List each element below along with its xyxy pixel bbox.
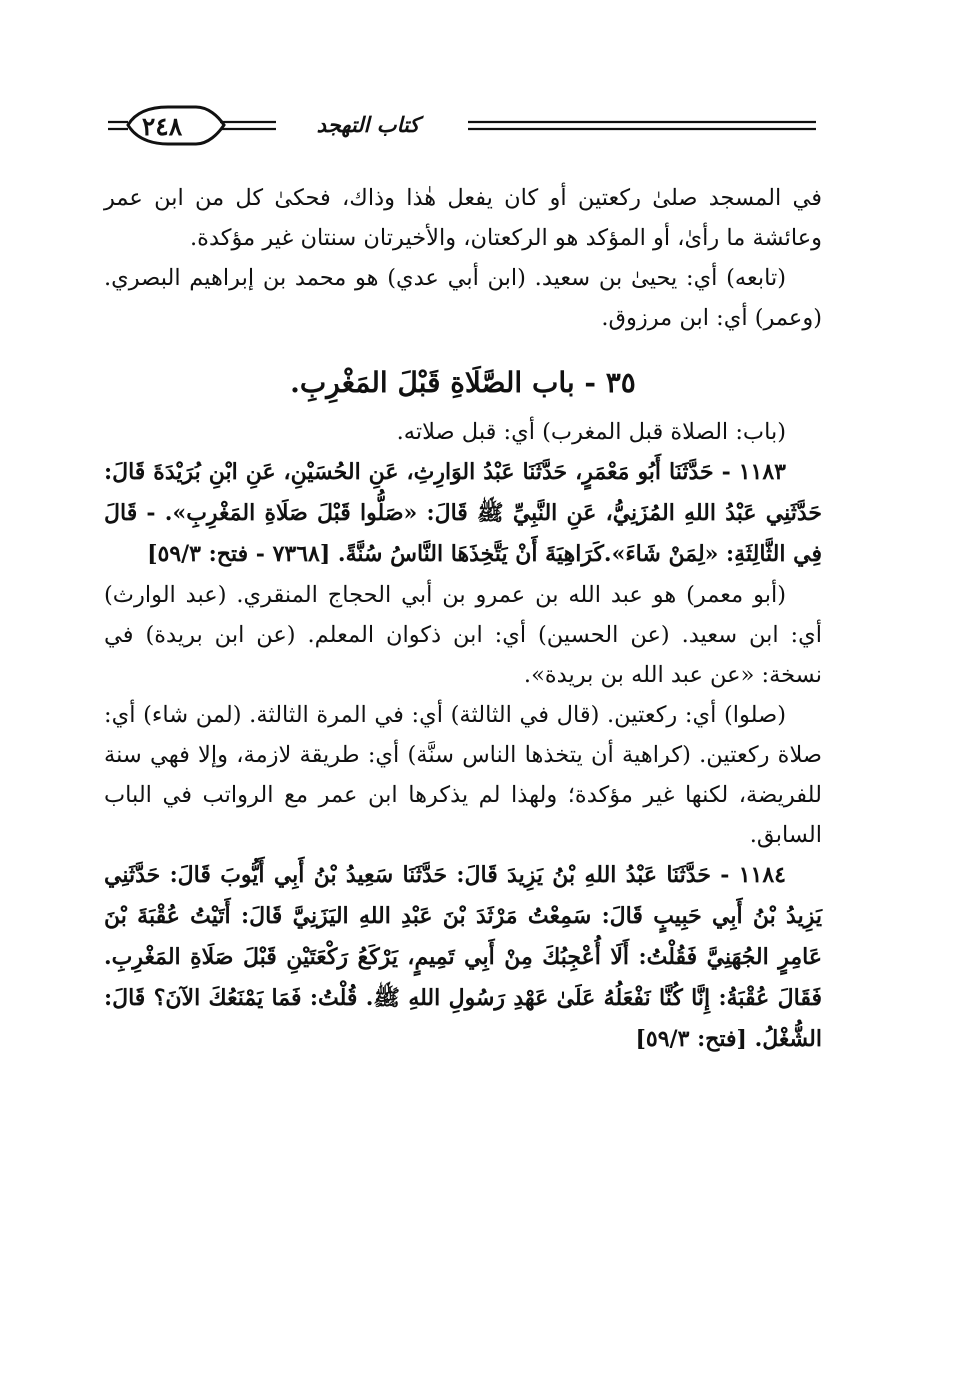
page-header [108, 104, 820, 148]
paragraph: (صلوا) أي: ركعتين. (قال في الثالثة) أي: في المرة الثالثة. (لمن شاء) أي: صلاة ركعتين. (كراهية أن يتخذها الناس سنَّة) أي: طريقة لازمة، وإلا فهي سنة للفريضة، لكنها غير مؤكدة؛ ولهذا لم يذكرها ابن عمر مع الرواتب في الباب السابق. [104, 702, 822, 848]
paragraph: (أبو معمر) هو عبد الله بن عمرو بن أبي الحجاج المنقري. (عبد الوارث) أي: ابن سعيد. (عن الحسين) أي: ابن ذكوان المعلم. (عن ابن بريدة) في نسخة: «عن عبد الله بن بريدة». [104, 582, 822, 688]
running-title: كتاب التهجد [316, 111, 420, 137]
header-ornament [108, 104, 820, 148]
page-number: ٢٤٨ [141, 111, 183, 141]
chapter-heading: ٣٥ - باب الصَّلَاةِ قَبْلَ المَغْرِبِ. [290, 366, 636, 399]
paragraph: في المسجد صلىٰ ركعتين أو كان يفعل هٰذا وذاك، فحكىٰ كل من ابن عمر وعائشة ما رأىٰ، أو المؤكد هو الركعتان، والأخيرتان سنتان غير مؤكدة. [104, 185, 822, 251]
page-body [104, 178, 822, 1060]
paragraph: (باب: الصلاة قبل المغرب) أي: قبل صلاته. [396, 419, 786, 445]
hadith-text: ١١٨٤ - حَدَّثَنَا عَبْدُ اللهِ بْنُ يَزِيدَ قَالَ: حَدَّثَنَا سَعِيدُ بْنُ أَبِي أَيُّوبَ قَالَ: حَدَّثَنِي يَزِيدُ بْنُ أَبِي حَبِيبٍ قَالَ: سَمِعْتُ مَرْثَدَ بْنَ عَبْدِ اللهِ اليَزَنِيَّ قَالَ: أَتَيْتُ عُقْبَةَ بْنَ عَامِرٍ الجُهَنِيَّ فَقُلْتُ: أَلَا أُعْجِبُكَ مِنْ أَبِي تَمِيمٍ، يَرْكَعُ رَكْعَتَيْنِ قَبْلَ صَلَاةِ المَغْرِبِ. فَقَالَ عُقْبَةُ: إِنَّا كُنَّا نَفْعَلُهُ عَلَىٰ عَهْدِ رَسُولِ اللهِ ﷺ. قُلْتُ: فَمَا يَمْنَعُكَ الآنَ؟ قَالَ: الشُّغْلُ. [فتح: ٥٩/٣] [104, 862, 822, 1052]
hadith-text: ١١٨٣ - حَدَّثَنَا أَبُو مَعْمَرٍ، حَدَّثَنَا عَبْدُ الوَارِثِ، عَنِ الحُسَيْنِ، عَنِ ابْنِ بُرَيْدَةَ قَالَ: حَدَّثَنِي عَبْدُ اللهِ المُزَنِيُّ، عَنِ النَّبِيِّ ﷺ قَالَ: «صَلُّوا قَبْلَ صَلَاةِ المَغْرِبِ». - قَالَ فِي الثَّالِثَةِ: «لِمَنْ شَاءَ».كَرَاهِيَةَ أَنْ يَتَّخِذَهَا النَّاسُ سُنَّةً. [٧٣٦٨ - فتح: ٥٩/٣] [104, 459, 822, 567]
paragraph: (تابعه) أي: يحيىٰ بن سعيد. (ابن أبي عدي) هو محمد بن إبراهيم البصري. (وعمر) أي: ابن مرزوق. [104, 265, 822, 331]
